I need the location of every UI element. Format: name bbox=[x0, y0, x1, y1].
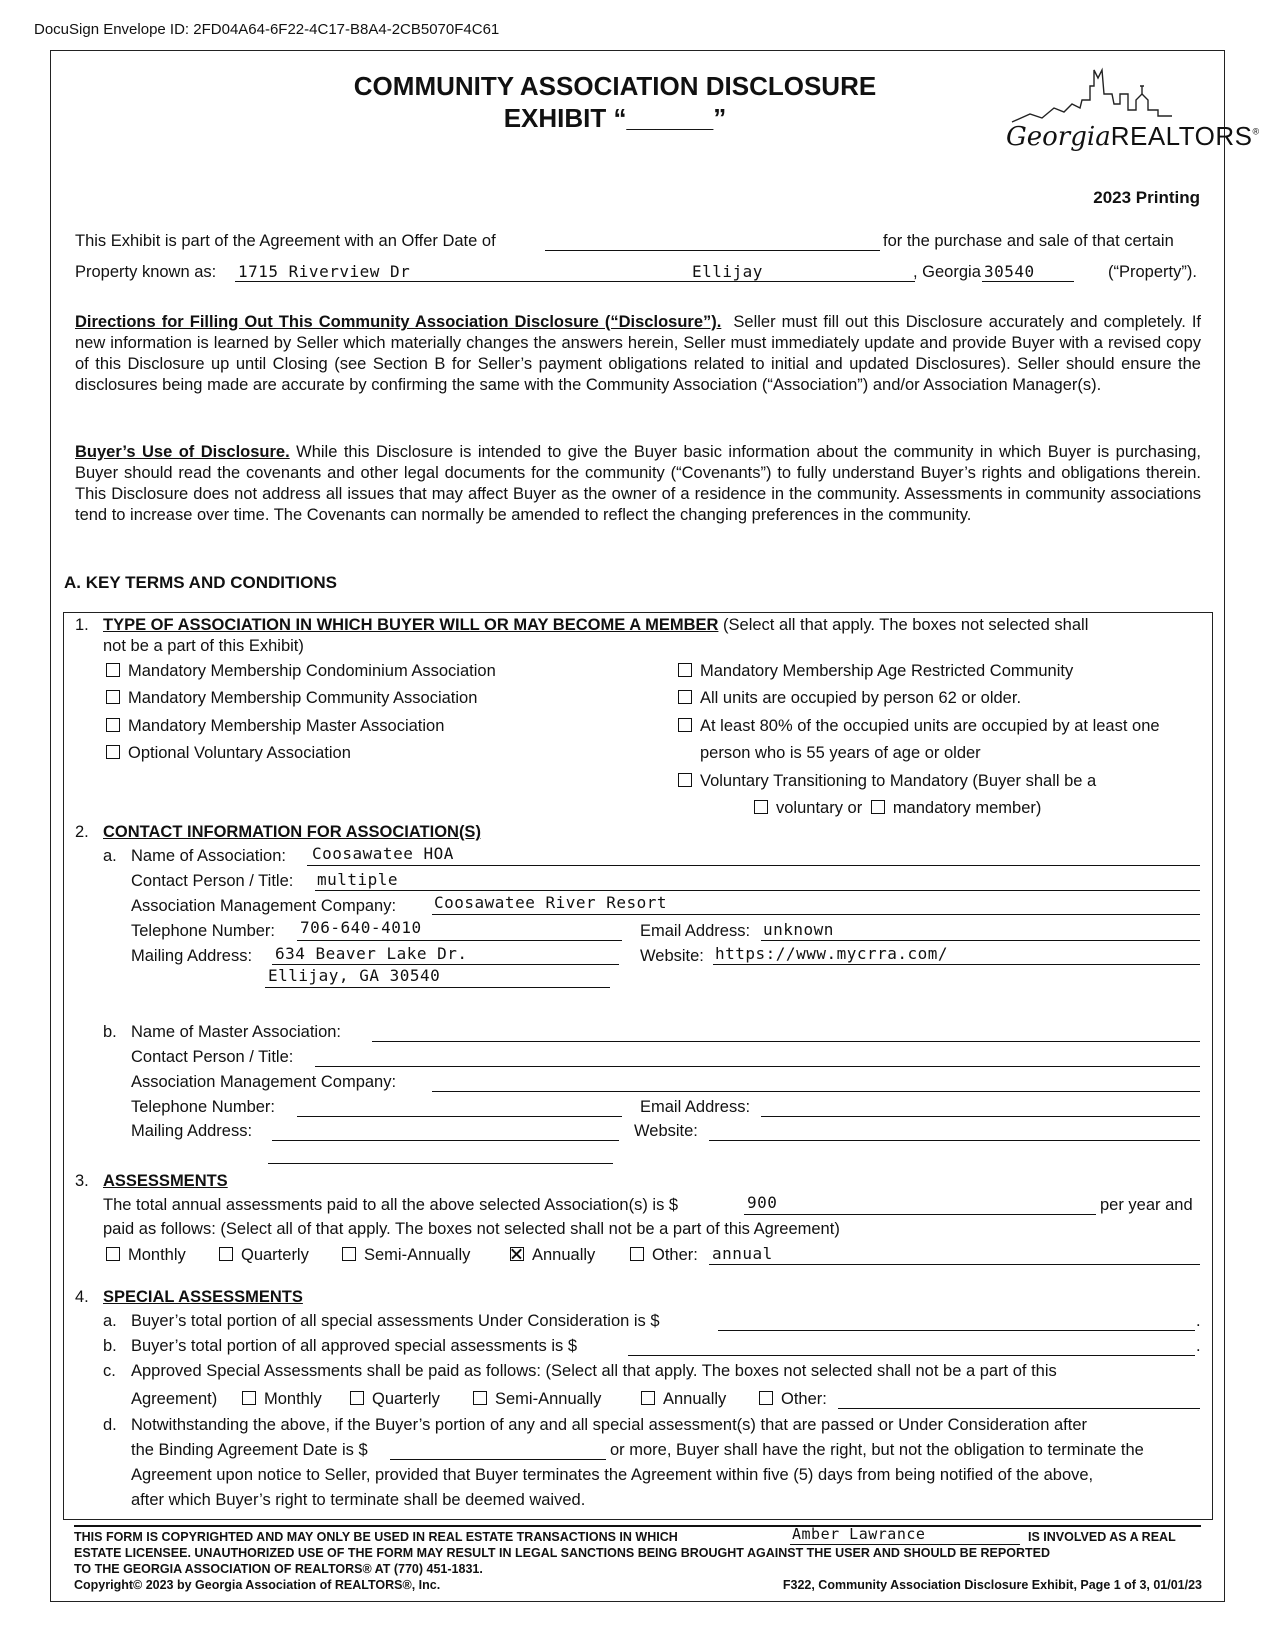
s3-opt-annually[interactable]: Annually bbox=[510, 1245, 595, 1266]
s4-d-line3: Agreement upon notice to Seller, provided that Buyer terminates the Agreement within five (5) days from being notified of the above, bbox=[131, 1466, 1094, 1484]
s4-b-period: . bbox=[1196, 1337, 1201, 1355]
s3-heading: ASSESSMENTS bbox=[103, 1172, 228, 1190]
s4-d-line4: after which Buyer’s right to terminate shall be deemed waived. bbox=[131, 1491, 586, 1509]
s4-c-text: Approved Special Assessments shall be paid as follows: (Select all that apply. The boxes not selected shall not be a part of this bbox=[131, 1362, 1057, 1380]
voluntary-checkbox[interactable] bbox=[754, 800, 768, 814]
zip-line bbox=[982, 281, 1074, 282]
s3-other-line bbox=[709, 1264, 1200, 1265]
logo-script: Georgia bbox=[1006, 122, 1111, 152]
logo-caps: REALTORS bbox=[1110, 121, 1253, 151]
checkbox[interactable] bbox=[630, 1247, 644, 1261]
checkbox[interactable] bbox=[678, 718, 692, 732]
s1-note-2: not be a part of this Exhibit) bbox=[103, 637, 304, 655]
checkbox[interactable] bbox=[678, 663, 692, 677]
checkbox[interactable] bbox=[342, 1247, 356, 1261]
s4-b-label: b. bbox=[103, 1337, 117, 1355]
checkbox[interactable] bbox=[473, 1391, 487, 1405]
s2-heading: CONTACT INFORMATION FOR ASSOCIATION(S) bbox=[103, 823, 481, 841]
s4-b-field[interactable] bbox=[628, 1355, 1195, 1356]
checkbox-checked[interactable] bbox=[510, 1247, 524, 1261]
s3-opt-monthly[interactable]: Monthly bbox=[106, 1245, 186, 1266]
master-contact-field[interactable] bbox=[315, 1066, 1200, 1067]
assoc-name-label: Name of Association: bbox=[131, 847, 286, 865]
s4-c-label: c. bbox=[103, 1362, 116, 1380]
s4-a-label: a. bbox=[103, 1312, 117, 1330]
form-title bbox=[300, 70, 930, 134]
s1-heading: TYPE OF ASSOCIATION IN WHICH BUYER WILL OR MAY BECOME A MEMBER bbox=[103, 616, 719, 634]
web-line bbox=[713, 964, 1200, 965]
footer-line2: ESTATE LICENSEE. UNAUTHORIZED USE OF THE FORM MAY RESULT IN LEGAL SANCTIONS BEING BROUGHT AGAINST THE USER AND SHOULD BE REPORTED bbox=[74, 1546, 1050, 1560]
s4-heading: SPECIAL ASSESSMENTS bbox=[103, 1288, 303, 1306]
master-web-label: Website: bbox=[634, 1122, 698, 1140]
property-city-field[interactable]: Ellijay bbox=[692, 262, 763, 281]
property-address-field[interactable]: 1715 Riverview Dr bbox=[238, 262, 411, 281]
section-a-heading: A. KEY TERMS AND CONDITIONS bbox=[64, 573, 337, 592]
s1-right-opt-2[interactable]: All units are occupied by person 62 or older. bbox=[678, 688, 1021, 709]
master-phone-field[interactable] bbox=[297, 1116, 622, 1117]
mgmt-label: Association Management Company: bbox=[131, 897, 397, 915]
s3-num: 3. bbox=[75, 1172, 89, 1190]
buyers-use-body: While this Disclosure is intended to give the Buyer basic information about the community in which Buyer is purchasing, Buyer should read the covenants and other legal documents for the community (“Covenants”) to fully understand Buyer’s rights and obligations therein. This Disclosure does not address all issues that may affect Buyer as the owner of a residence in the community. Assessments in community associations tend to increase over time. The Covenants can normally be amended to reflect the changing preferences in the community. bbox=[75, 443, 1201, 524]
master-mail-label: Mailing Address: bbox=[131, 1122, 253, 1140]
s2-b-label: b. bbox=[103, 1023, 117, 1041]
property-line bbox=[235, 281, 915, 282]
assessment-amount-field[interactable]: 900 bbox=[747, 1193, 778, 1212]
master-mail-field-2[interactable] bbox=[268, 1163, 613, 1164]
checkbox[interactable] bbox=[641, 1391, 655, 1405]
mail-line-2 bbox=[265, 987, 610, 988]
master-name-field[interactable] bbox=[372, 1041, 1200, 1042]
assessment-amount-line bbox=[744, 1214, 1096, 1215]
s1-left-opt-2[interactable]: Mandatory Membership Community Association bbox=[106, 688, 477, 709]
s3-opt-quarterly[interactable]: Quarterly bbox=[219, 1245, 309, 1266]
envelope-id: DocuSign Envelope ID: 2FD04A64-6F22-4C17-B8A4-2CB5070F4C61 bbox=[34, 21, 500, 38]
s1-left-opt-4[interactable]: Optional Voluntary Association bbox=[106, 743, 351, 764]
s1-right-opt-4[interactable]: Voluntary Transitioning to Mandatory (Buyer shall be a bbox=[678, 771, 1096, 792]
mgmt-field[interactable]: Coosawatee River Resort bbox=[434, 893, 668, 912]
licensee-field[interactable]: Amber Lawrance bbox=[792, 1525, 926, 1543]
master-contact-label: Contact Person / Title: bbox=[131, 1048, 294, 1066]
master-mgmt-label: Association Management Company: bbox=[131, 1073, 397, 1091]
mail-field-1[interactable]: 634 Beaver Lake Dr. bbox=[275, 944, 468, 963]
s4-d-label: d. bbox=[103, 1416, 117, 1434]
directions-body: Seller must fill out this Disclosure accurately and completely. If new information is learned by Seller which materially changes the answers herein, Seller must immediately update and provide Buyer with a revised copy of this Disclosure up until Closing (see Section B for Seller’s payment obligations related to initial and updated Disclosures). Seller should ensure the disclosures being made are accurate by confirming the same with the Community Association (“Association”) and/or Association Manager(s). bbox=[75, 313, 1201, 394]
s4-opt-semi[interactable]: Semi-Annually bbox=[473, 1389, 601, 1410]
footer-rule bbox=[74, 1525, 1201, 1527]
s4-a-field[interactable] bbox=[718, 1330, 1195, 1331]
directions-paragraph bbox=[75, 312, 1201, 396]
email-field[interactable]: unknown bbox=[763, 920, 834, 939]
contact-label: Contact Person / Title: bbox=[131, 872, 294, 890]
s3-line1-a: The total annual assessments paid to all the above selected Association(s) is $ bbox=[103, 1196, 679, 1214]
s1-voluntary-mandatory[interactable]: voluntary or mandatory member) bbox=[754, 798, 1041, 819]
logo-text: GeorgiaREALTORS® bbox=[1006, 121, 1260, 152]
checkbox[interactable] bbox=[106, 745, 120, 759]
footer-form-id: F322, Community Association Disclosure Exhibit, Page 1 of 3, 01/01/23 bbox=[782, 1578, 1202, 1592]
s4-opt-quarterly[interactable]: Quarterly bbox=[350, 1389, 440, 1410]
master-phone-label: Telephone Number: bbox=[131, 1098, 276, 1116]
intro-line1-b: for the purchase and sale of that certain bbox=[883, 232, 1174, 250]
mandatory-checkbox[interactable] bbox=[871, 800, 885, 814]
s3-opt-other[interactable]: Other: bbox=[630, 1245, 698, 1266]
s4-d-threshold-field[interactable] bbox=[390, 1459, 606, 1460]
s2-a-label: a. bbox=[103, 847, 117, 865]
zip-field[interactable]: 30540 bbox=[984, 262, 1035, 281]
s1-right-opt-3[interactable]: At least 80% of the occupied units are occupied by at least one bbox=[678, 716, 1160, 737]
s4-a-text: Buyer’s total portion of all special assessments Under Consideration is $ bbox=[131, 1312, 660, 1330]
contact-line bbox=[315, 890, 1200, 891]
state-label: , Georgia bbox=[913, 263, 981, 281]
checkbox[interactable] bbox=[759, 1391, 773, 1405]
checkbox[interactable] bbox=[219, 1247, 233, 1261]
master-mail-field-1[interactable] bbox=[272, 1140, 619, 1141]
s1-left-opt-1[interactable]: Mandatory Membership Condominium Association bbox=[106, 661, 496, 682]
georgia-realtors-logo bbox=[1002, 64, 1260, 164]
footer-copyright: Copyright© 2023 by Georgia Association of REALTORS®, Inc. bbox=[74, 1578, 441, 1592]
s4-other-field[interactable] bbox=[838, 1408, 1200, 1409]
s1-note: (Select all that apply. The boxes not selected shall bbox=[723, 616, 1089, 634]
footer-line1-b: IS INVOLVED AS A REAL bbox=[1028, 1530, 1176, 1544]
footer-line3: TO THE GEORGIA ASSOCIATION OF REALTORS® AT (770) 451-1831. bbox=[74, 1562, 483, 1576]
checkbox[interactable] bbox=[678, 773, 692, 787]
s3-line1-b: per year and bbox=[1100, 1196, 1193, 1214]
s1-heading-line bbox=[103, 615, 1203, 636]
web-label: Website: bbox=[640, 947, 704, 965]
buyers-use-paragraph bbox=[75, 442, 1201, 526]
s1-num: 1. bbox=[75, 616, 89, 634]
s4-c-text-2: Agreement) bbox=[131, 1390, 218, 1408]
s2-num: 2. bbox=[75, 823, 89, 841]
title-line-1: COMMUNITY ASSOCIATION DISCLOSURE bbox=[353, 71, 877, 101]
master-mgmt-field[interactable] bbox=[432, 1091, 1200, 1092]
footer-line1-a: THIS FORM IS COPYRIGHTED AND MAY ONLY BE USED IN REAL ESTATE TRANSACTIONS IN WHICH bbox=[74, 1530, 678, 1544]
s4-d-line1: Notwithstanding the above, if the Buyer’s portion of any and all special assessment(s) that are passed or Under Consideration after bbox=[131, 1416, 1088, 1434]
s4-d-line2-b: or more, Buyer shall have the right, but not the obligation to terminate the bbox=[610, 1441, 1144, 1459]
master-name-label: Name of Master Association: bbox=[131, 1023, 342, 1041]
intro-line2-a: Property known as: bbox=[75, 263, 217, 281]
s4-b-text: Buyer’s total portion of all approved special assessments is $ bbox=[131, 1337, 578, 1355]
s3-other-field[interactable]: annual bbox=[712, 1244, 773, 1263]
master-email-field[interactable] bbox=[761, 1116, 1200, 1117]
intro-line1-a: This Exhibit is part of the Agreement with an Offer Date of bbox=[75, 232, 496, 250]
offer-date-field[interactable] bbox=[545, 250, 880, 251]
phone-line bbox=[297, 940, 622, 941]
web-field[interactable]: https://www.mycrra.com/ bbox=[715, 944, 949, 963]
master-email-label: Email Address: bbox=[640, 1098, 751, 1116]
s1-right-opt-1[interactable]: Mandatory Membership Age Restricted Community bbox=[678, 661, 1073, 682]
checkbox[interactable] bbox=[242, 1391, 256, 1405]
email-line bbox=[761, 940, 1200, 941]
checkbox[interactable] bbox=[350, 1391, 364, 1405]
mail-label: Mailing Address: bbox=[131, 947, 253, 965]
buyers-use-heading: Buyer’s Use of Disclosure. bbox=[75, 443, 290, 461]
printing-year: 2023 Printing bbox=[1093, 188, 1200, 207]
master-web-field[interactable] bbox=[709, 1140, 1200, 1141]
checkbox[interactable] bbox=[106, 663, 120, 677]
phone-field[interactable]: 706-640-4010 bbox=[300, 918, 422, 937]
mail-line-1 bbox=[272, 964, 619, 965]
s3-line2: paid as follows: (Select all of that apply. The boxes not selected shall not be a part of this Agreement) bbox=[103, 1220, 840, 1238]
s4-a-period: . bbox=[1196, 1312, 1201, 1330]
checkbox[interactable] bbox=[106, 690, 120, 704]
checkbox[interactable] bbox=[106, 1247, 120, 1261]
s4-opt-annually[interactable]: Annually bbox=[641, 1389, 726, 1410]
checkbox[interactable] bbox=[678, 690, 692, 704]
s1-right-opt-3-cont: person who is 55 years of age or older bbox=[700, 744, 981, 762]
s4-opt-other[interactable]: Other: bbox=[759, 1389, 827, 1410]
assoc-name-line bbox=[307, 865, 1200, 866]
phone-label: Telephone Number: bbox=[131, 922, 276, 940]
mgmt-line bbox=[432, 914, 1200, 915]
s3-opt-semi[interactable]: Semi-Annually bbox=[342, 1245, 470, 1266]
mail-field-2[interactable]: Ellijay, GA 30540 bbox=[268, 966, 441, 985]
assoc-name-field[interactable]: Coosawatee HOA bbox=[312, 844, 454, 863]
s4-num: 4. bbox=[75, 1288, 89, 1306]
s1-left-opt-3[interactable]: Mandatory Membership Master Association bbox=[106, 716, 444, 737]
email-label: Email Address: bbox=[640, 922, 751, 940]
contact-field[interactable]: multiple bbox=[317, 870, 399, 889]
directions-heading: Directions for Filling Out This Community Association Disclosure (“Disclosure”). bbox=[75, 313, 722, 331]
s4-opt-monthly[interactable]: Monthly bbox=[242, 1389, 322, 1410]
title-line-2: EXHIBIT “______” bbox=[503, 103, 727, 133]
s4-d-line2-a: the Binding Agreement Date is $ bbox=[131, 1441, 368, 1459]
checkbox[interactable] bbox=[106, 718, 120, 732]
property-label: (“Property”). bbox=[1108, 263, 1197, 281]
